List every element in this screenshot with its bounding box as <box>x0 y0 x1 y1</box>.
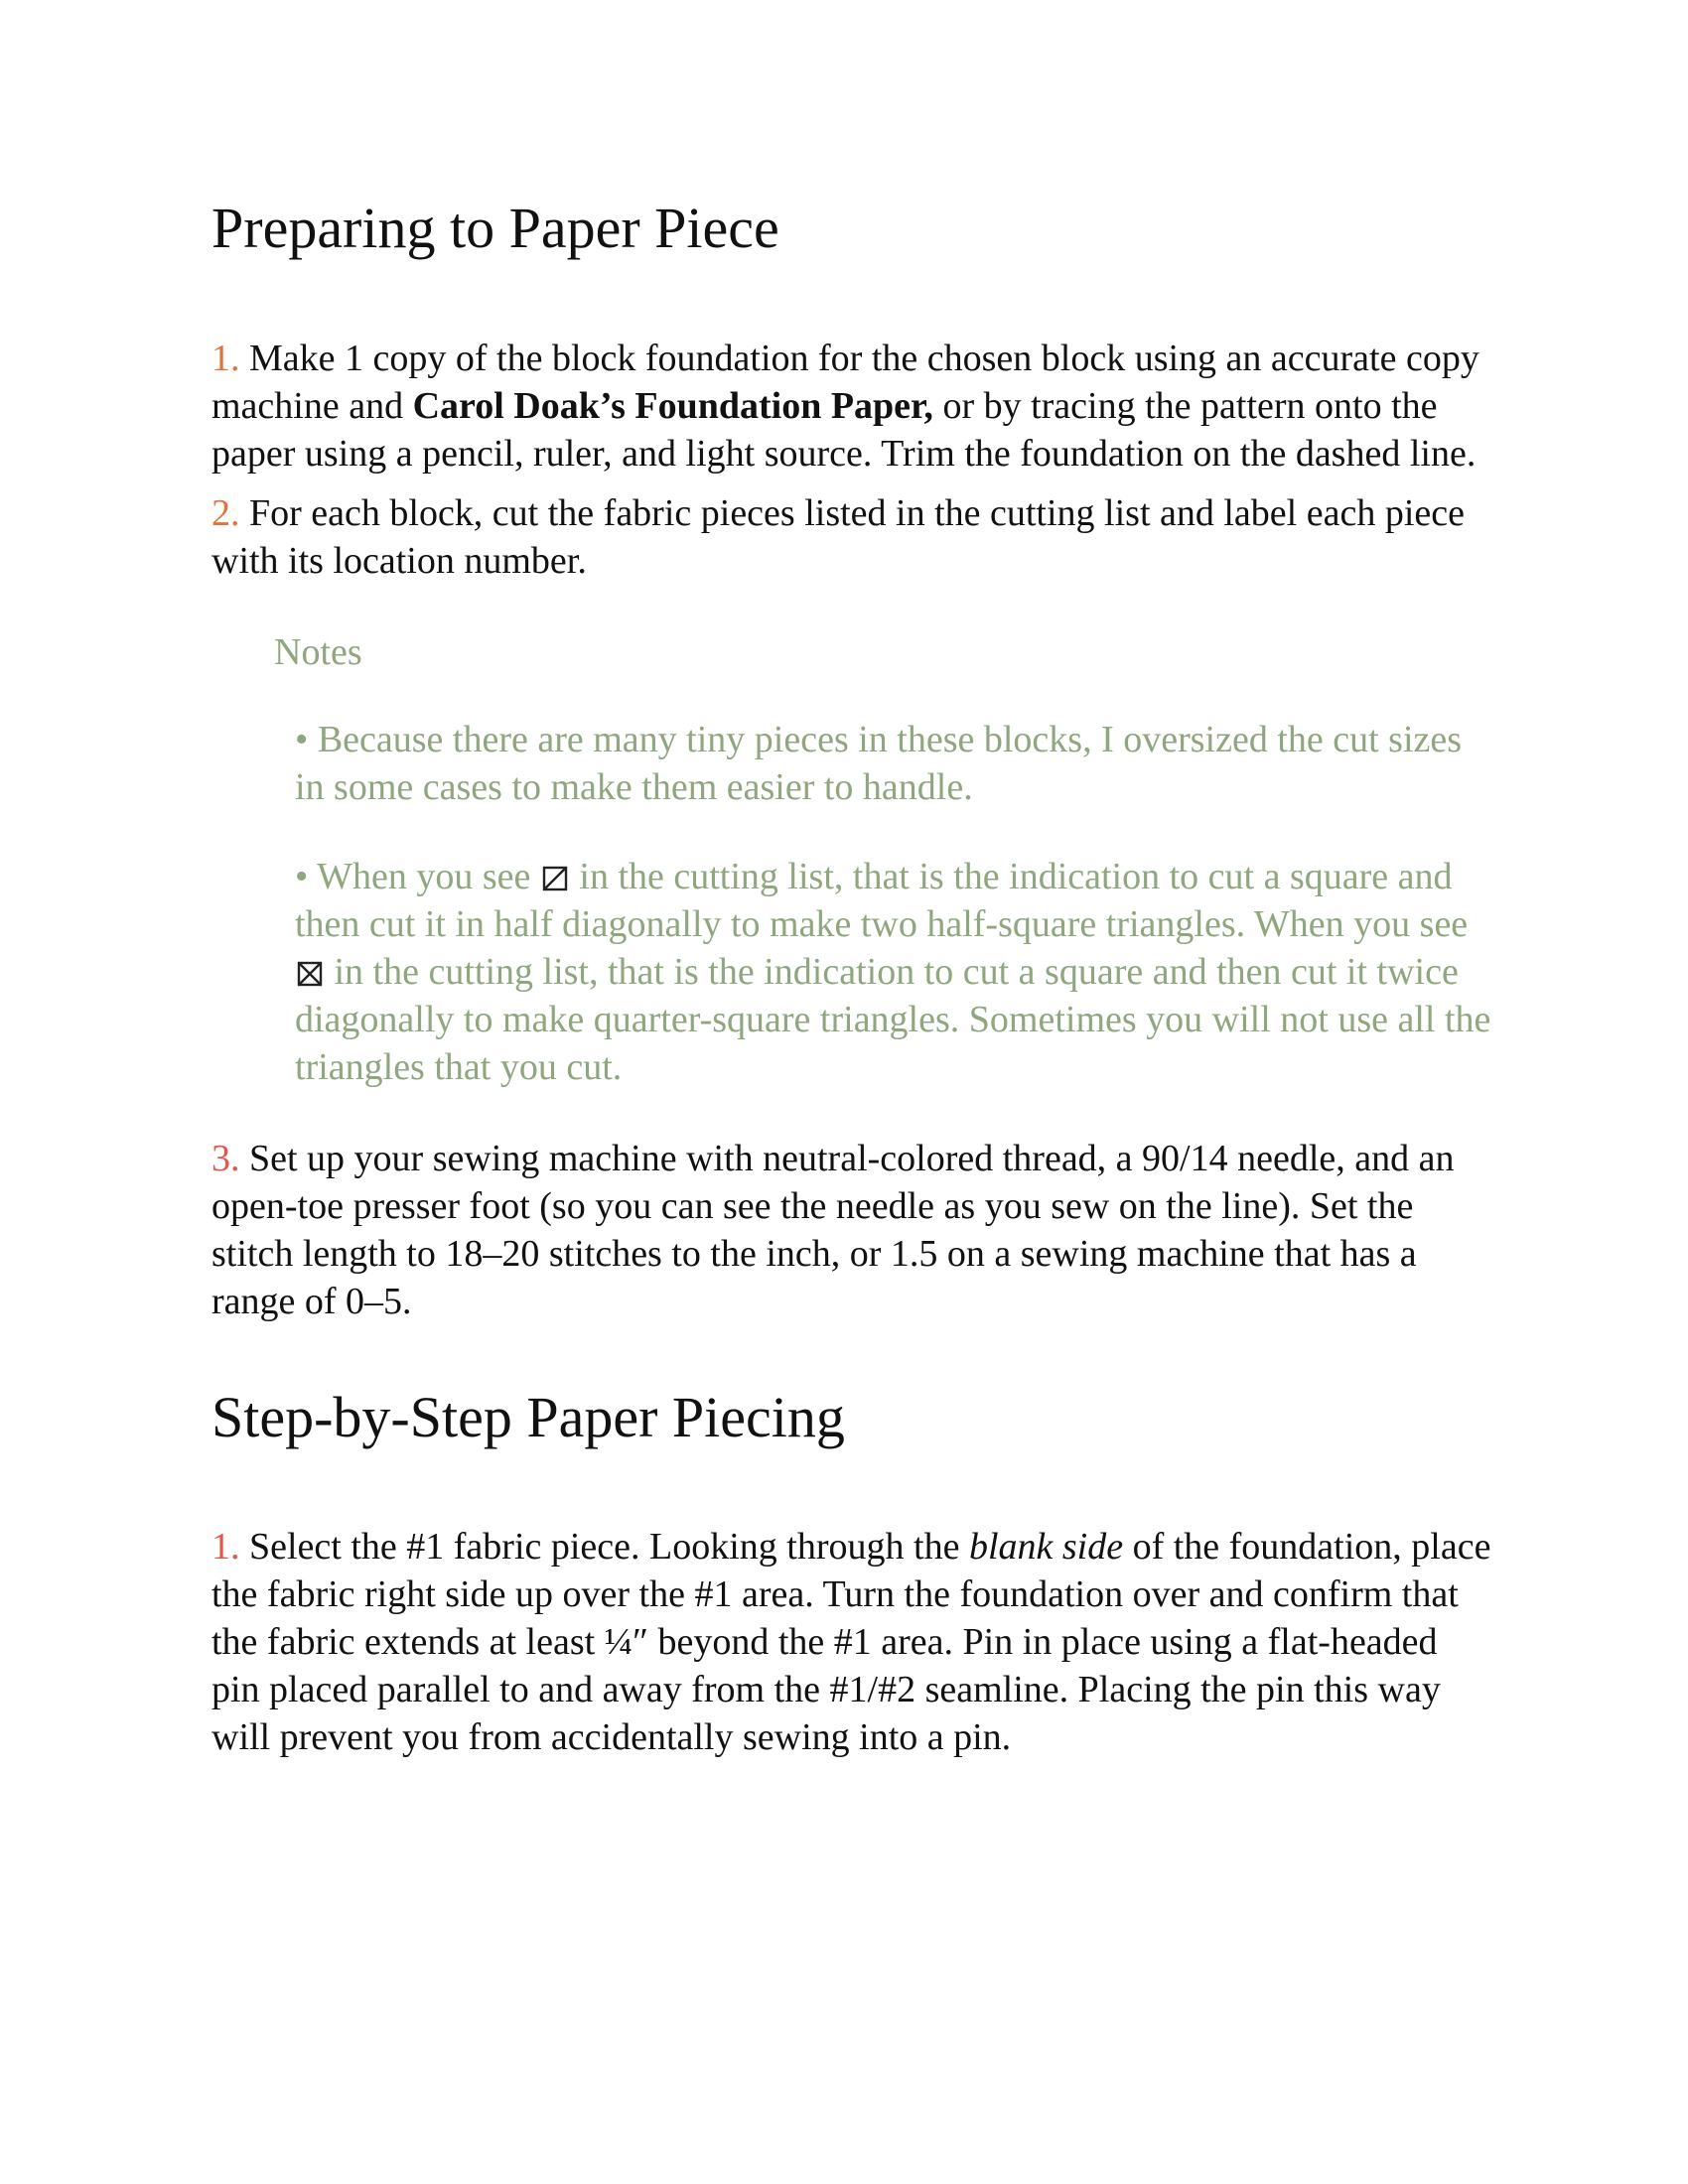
step-number: 1. <box>211 337 240 379</box>
half-square-triangle-icon <box>542 866 568 891</box>
note-oversized-pieces <box>295 716 1492 811</box>
notes-block <box>274 628 1492 1091</box>
preparing-step-3 <box>211 1135 1492 1325</box>
note-text: When you see <box>317 855 540 897</box>
section-title-preparing: Preparing to Paper Piece <box>211 196 779 260</box>
section-title-step-by-step: Step-by-Step Paper Piecing <box>211 1384 845 1449</box>
step-number: 1. <box>211 1526 240 1569</box>
piecing-steps-list <box>211 1523 1492 1761</box>
note-text: Because there are many tiny pieces in these blocks, I oversized the cut sizes in some cases to make them easier to handle. <box>295 718 1463 808</box>
emphasis-text: blank side <box>968 1526 1124 1569</box>
step-number: 2. <box>211 491 240 534</box>
bullet: • <box>295 855 309 897</box>
note-text: in the cutting list, that is the indication to cut a square and then cut it twice diagonally to make quarter-square triangles. Sometimes you will not use all the triangles that you cut. <box>295 950 1491 1088</box>
note-triangle-cuts <box>295 853 1492 1091</box>
quarter-square-triangle-icon <box>297 961 323 987</box>
step-text: of the foundation, place the fabric right side up over the #1 area. Turn the foundation over and confirm that the fabric extends at least ¼″ beyond the #1 area. Pin in place using a flat-headed pin placed parallel to and away from the #1/#2 seamline. Placing the pin this way will prevent you from accidentally sewing into a pin. <box>211 1526 1491 1759</box>
step-text: For each block, cut the fabric pieces listed in the cutting list and label each piece with its location number. <box>211 491 1465 582</box>
notes-heading: Notes <box>274 630 362 673</box>
preparing-step-1 <box>211 335 1492 478</box>
step-text: Make 1 copy of the block foundation for the chosen block using an accurate copy machine and <box>211 337 1479 427</box>
bullet: • <box>295 718 309 760</box>
product-name-bold: Carol Doak’s Foundation Paper, <box>412 384 933 427</box>
note-text: in the cutting list, that is the indication to cut a square and then cut it in half diagonally to make two half-square triangles. When you see <box>295 855 1469 945</box>
step-text: Set up your sewing machine with neutral-colored thread, a 90/14 needle, and an open-toe presser foot (so you can see the needle as you sew on the line). Set the stitch length to 18–20 stitches to the inch, or 1.5 on a sewing machine that has a range of 0–5. <box>211 1137 1455 1322</box>
step-number: 3. <box>211 1137 240 1179</box>
step-text: or by tracing the pattern onto the paper using a pencil, ruler, and light source. Trim the foundation on the dashed line. <box>211 384 1477 475</box>
preparing-step-2 <box>211 489 1492 585</box>
preparing-steps-list <box>211 335 1492 585</box>
step-text: Select the #1 fabric piece. Looking through the <box>249 1526 969 1569</box>
document-page <box>211 194 1492 1761</box>
preparing-steps-list-continued <box>211 1135 1492 1325</box>
piecing-step-1 <box>211 1523 1492 1761</box>
